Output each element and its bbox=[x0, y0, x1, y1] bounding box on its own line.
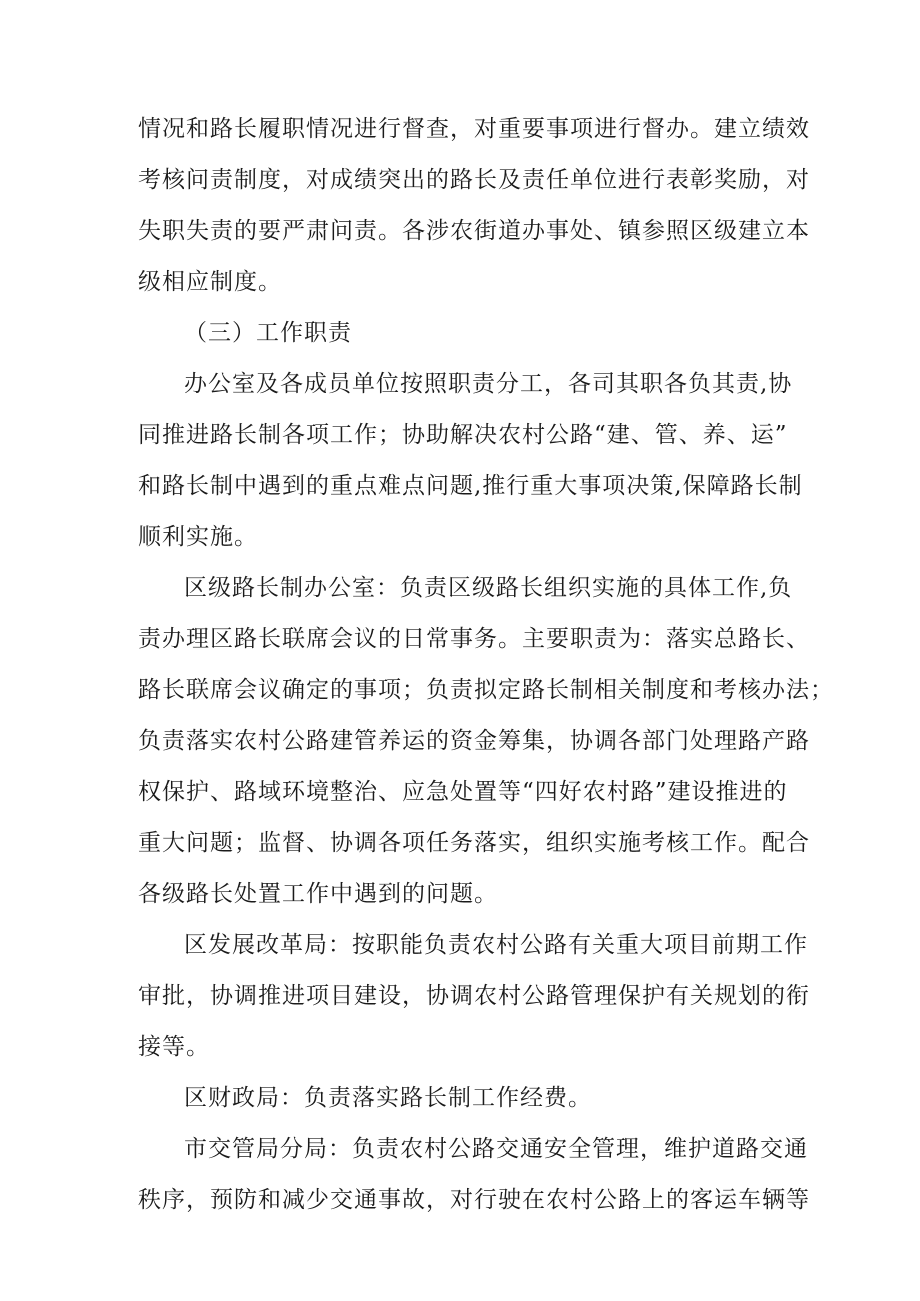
text-line: 情况和路长履职情况进行督查，对重要事项进行督办。建立绩效 bbox=[138, 116, 810, 142]
text-line: 办公室及各成员单位按照职责分工，各司其职各负其责,协 bbox=[184, 371, 793, 397]
text-line: 重大问题；监督、协调各项任务落实，组织实施考核工作。配合 bbox=[138, 830, 810, 856]
text-line: 路长联席会议确定的事项；负责拟定路长制相关制度和考核办法； bbox=[138, 677, 834, 703]
text-line: 同推进路长制各项工作；协助解决农村公路“建、管、养、运” bbox=[138, 422, 788, 448]
text-line: 各级路长处置工作中遇到的问题。 bbox=[138, 881, 498, 907]
text-line: 权保护、路域环境整治、应急处置等“四好农村路”建设推进的 bbox=[138, 779, 788, 805]
text-line: 区发展改革局：按职能负责农村公路有关重大项目前期工作 bbox=[184, 932, 808, 958]
paragraph-development-reform bbox=[138, 920, 810, 1073]
text-line: 负责落实农村公路建管养运的资金筹集，协调各部门处理路产路 bbox=[138, 728, 810, 754]
section-heading bbox=[138, 308, 798, 359]
text-line: 级相应制度。 bbox=[138, 269, 282, 295]
text-line: 区级路长制办公室：负责区级路长组织实施的具体工作,负 bbox=[184, 575, 793, 601]
heading-text: （三）工作职责 bbox=[184, 320, 352, 346]
text-line: 顺利实施。 bbox=[138, 524, 258, 550]
text-line: 区财政局：负责落实路长制工作经费。 bbox=[184, 1085, 592, 1111]
text-line: 秩序，预防和减少交通事故，对行驶在农村公路上的客运车辆等 bbox=[138, 1187, 810, 1213]
paragraph-finance-bureau bbox=[138, 1073, 798, 1124]
document-body bbox=[138, 104, 834, 1226]
paragraph-office-duties bbox=[138, 359, 803, 563]
text-line: 和路长制中遇到的重点难点问题,推行重大事项决策,保障路长制 bbox=[138, 473, 803, 499]
text-line: 审批，协调推进项目建设，协调农村公路管理保护有关规划的衔 bbox=[138, 983, 810, 1009]
text-line: 接等。 bbox=[138, 1034, 210, 1060]
paragraph-road-chief-office bbox=[138, 563, 834, 920]
text-line: 考核问责制度，对成绩突出的路长及责任单位进行表彰奖励，对 bbox=[138, 167, 810, 193]
paragraph-traffic-management bbox=[138, 1124, 810, 1226]
paragraph-continuation bbox=[138, 104, 810, 308]
text-line: 责办理区路长联席会议的日常事务。主要职责为：落实总路长、 bbox=[138, 626, 810, 652]
text-line: 失职失责的要严肃问责。各涉农街道办事处、镇参照区级建立本 bbox=[138, 218, 810, 244]
text-line: 市交管局分局：负责农村公路交通安全管理，维护道路交通 bbox=[184, 1136, 808, 1162]
